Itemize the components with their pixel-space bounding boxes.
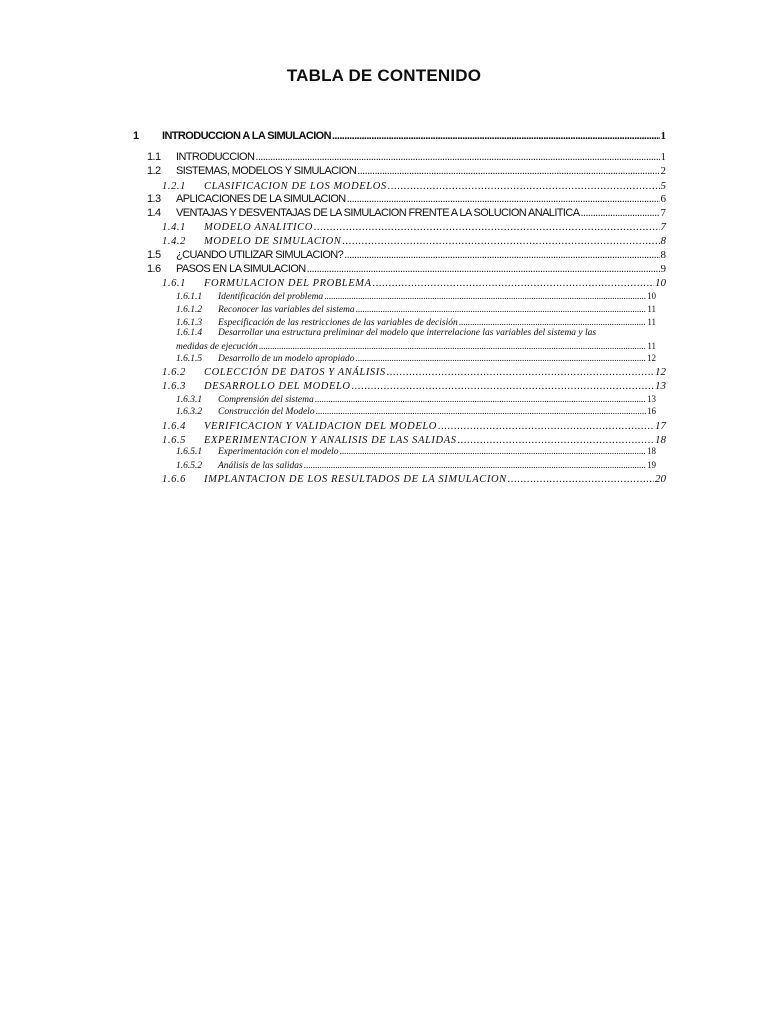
toc-entry[interactable] [147,166,666,177]
toc-entry-number: 1.6.3.2 [176,407,203,417]
toc-entry-number: 1.6.1.3 [176,318,203,328]
toc-entry-number: 1.3 [147,193,161,205]
toc-entry[interactable] [162,381,666,393]
toc-entry-title: Análisis de las salidas [218,461,303,471]
toc-entry[interactable] [147,208,666,219]
toc-entry[interactable] [176,461,656,472]
toc-entry-number: 1.6.4 [162,421,186,432]
toc-entry-number: 1.6.3.1 [176,395,203,405]
toc-entry-page: 18 [655,434,666,446]
toc-entry-page: 20 [655,473,666,485]
dot-leader [307,264,660,275]
dot-leader [304,461,646,470]
toc-entry-title: COLECCIÓN DE DATOS Y ANÁLISIS [204,367,386,378]
toc-entry-title: Identificación del problema [218,292,324,302]
toc-entry-page: 19 [647,460,656,470]
toc-entry-title: Especificación de las restricciones de las variables de decisión [218,318,458,328]
toc-entry-title: Construcción del Modelo [218,407,315,417]
toc-entry-number: 1.6.5 [162,435,186,446]
toc-entry[interactable] [162,181,666,193]
toc-entry-page: 10 [655,277,666,289]
toc-entry[interactable] [176,305,656,316]
toc-entry-page: 12 [647,353,656,363]
toc-entry[interactable] [176,447,656,458]
toc-entry-page: 11 [647,304,656,314]
toc-entry-title: MODELO ANALITICO [204,222,313,233]
toc-entry[interactable] [162,367,666,379]
toc-entry-title: ¿CUANDO UTILIZAR SIMULACION? [176,249,344,261]
toc-entry-title: CLASIFICACION DE LOS MODELOS [204,181,387,192]
toc-entry[interactable] [133,131,666,142]
toc-entry-title: APLICACIONES DE LA SIMULACION [176,193,346,205]
dot-leader [357,166,659,177]
toc-entry-number: 1.6.1 [162,278,186,289]
dot-leader [340,447,646,456]
toc-entry[interactable] [147,264,666,275]
dot-leader [508,475,654,486]
toc-entry-page: 13 [647,394,656,404]
toc-entry[interactable] [176,407,656,418]
toc-entry[interactable] [176,329,656,339]
toc-entry[interactable] [162,236,666,248]
toc-entry[interactable] [162,278,666,290]
toc-entry-number: 1.2 [147,165,161,177]
dot-leader [580,208,659,219]
toc-entry[interactable] [162,222,666,234]
dot-leader [255,152,659,163]
toc-entry-number: 1.6 [147,263,161,275]
toc-entry-title: Desarrollo de un modelo apropiado [218,354,355,364]
toc-entry-number: 1.2.1 [162,181,186,192]
toc-entry-page: 10 [647,291,656,301]
toc-entry-number: 1.5 [147,249,161,261]
dot-leader [356,354,646,363]
toc-entry-page: 16 [647,406,656,416]
dot-leader [332,131,660,142]
toc-entry[interactable] [176,395,656,406]
toc-entry-continuation[interactable] [176,342,656,353]
page-title: TABLA DE CONTENIDO [286,66,482,85]
toc-entry-title: INTRODUCCION A LA SIMULACION [162,130,331,142]
dot-leader [388,182,660,193]
toc-entry-page: 11 [647,341,656,351]
toc-entry[interactable] [176,354,656,365]
toc-entry[interactable] [176,318,656,329]
toc-entry-number: 1.6.1.2 [176,305,203,315]
toc-entry-number: 1.6.1.5 [176,354,203,364]
toc-entry-number: 1.6.5.2 [176,461,203,471]
toc-entry-number: 1.6.1.1 [176,292,203,302]
toc-entry-number: 1.4 [147,207,161,219]
dot-leader [438,422,654,433]
toc-entry-page: 12 [655,366,666,378]
toc-entry[interactable] [162,435,666,447]
toc-entry-title: IMPLANTACION DE LOS RESULTADOS DE LA SIMULACION [204,474,507,485]
toc-entry-number: 1.6.2 [162,367,186,378]
dot-leader [344,250,659,261]
toc-entry-title: Reconocer las variables del sistema [218,305,355,315]
toc-entry-page: 1 [660,151,666,163]
dot-leader [373,279,654,290]
toc-entry-title: Comprensión del sistema [218,395,314,405]
dot-leader [342,237,659,248]
dot-leader [324,292,646,301]
toc-entry[interactable] [147,250,666,261]
toc-entry[interactable] [162,421,666,433]
toc-entry-title: DESARROLLO DEL MODELO [204,381,351,392]
toc-entry-title-continuation: medidas de ejecución [176,342,258,352]
dot-leader [387,368,654,379]
dot-leader [356,305,647,314]
toc-entry-page: 7 [660,207,666,219]
dot-leader [347,194,660,205]
toc-entry-title: Desarrollar una estructura preliminar del modelo que interrelacione las variables del sistema y las [218,328,597,338]
toc-entry-title: Experimentación con el modelo [218,447,339,457]
toc-entry-title: SISTEMAS, MODELOS Y SIMULACION [176,165,357,177]
toc-entry-title: PASOS EN LA SIMULACION [176,263,306,275]
dot-leader [314,223,660,234]
dot-leader [259,342,647,351]
toc-entry-number: 1.6.6 [162,474,186,485]
toc-entry-page: 13 [655,380,666,392]
dot-leader [459,318,647,327]
toc-entry-number: 1.1 [147,151,161,163]
toc-entry-number: 1 [133,130,139,142]
toc-entry-title: VENTAJAS Y DESVENTAJAS DE LA SIMULACION FRENTE A LA SOLUCION ANALITICA [176,207,580,219]
toc-entry[interactable] [147,152,666,163]
toc-entry-number: 1.6.1.4 [176,328,203,338]
toc-entry-page: 9 [660,263,666,275]
toc-entry-page: 6 [660,193,666,205]
toc-entry-page: 1 [660,130,666,142]
dot-leader [352,382,654,393]
toc-entry-title: FORMULACION DEL PROBLEMA [204,278,372,289]
toc-entry[interactable] [147,194,666,205]
toc-entry-page: 5 [660,180,666,192]
dot-leader [458,436,654,447]
dot-leader [315,395,646,404]
toc-entry-page: 17 [655,420,666,432]
toc-entry-page: 8 [660,235,666,247]
toc-entry-title: MODELO DE SIMULACION [204,236,342,247]
toc-entry-page: 7 [660,221,666,233]
toc-entry-page: 18 [647,446,656,456]
toc-entry-number: 1.6.5.1 [176,447,203,457]
toc-entry-page: 2 [660,165,666,177]
toc-entry-page: 11 [647,317,656,327]
toc-entry[interactable] [162,474,666,486]
dot-leader [316,407,646,416]
toc-entry-title: EXPERIMENTACION Y ANALISIS DE LAS SALIDAS [204,435,457,446]
toc-entry-number: 1.4.2 [162,236,186,247]
toc-entry-title: VERIFICACION Y VALIDACION DEL MODELO [204,421,437,432]
toc-entry-title: INTRODUCCION [176,151,255,163]
toc-entry[interactable] [176,292,656,303]
toc-entry-page: 8 [660,249,666,261]
toc-entry-number: 1.4.1 [162,222,186,233]
toc-entry-number: 1.6.3 [162,381,186,392]
